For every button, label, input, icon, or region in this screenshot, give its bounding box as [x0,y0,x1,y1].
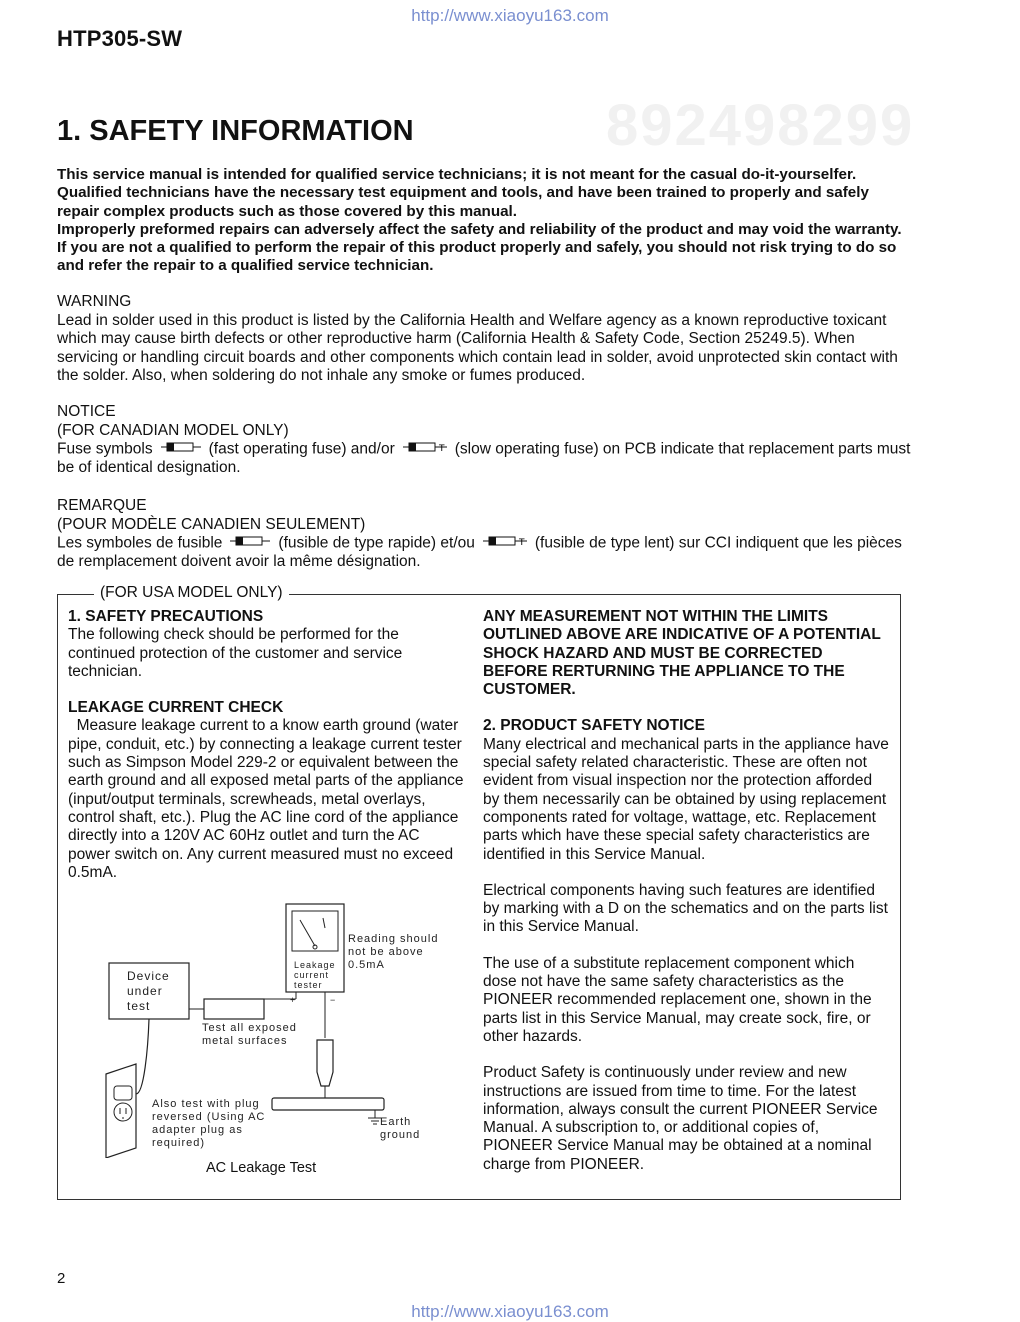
product-safety-heading: 2. PRODUCT SAFETY NOTICE [483,717,705,735]
fast-fuse-icon [161,440,201,459]
plug-reversed-label: Also test with plug reversed (Using AC adapter plug as required) [152,1098,266,1149]
slow-fuse-icon [483,534,527,553]
safety-precautions-body: The following check should be performed for the continued protection of the customer and service technician. [68,626,403,680]
product-safety-body-4: Product Safety is continuously under review and new instructions are issued from time to time. For the latest information, always consult the current PIONEER Service Manual. A subscription to, or additional copies of, PIONEER Service Manual may be obtained at a nominal charge from PIONEER. [483,1064,878,1173]
left-column [68,608,466,882]
remarque-body [57,534,917,572]
leakage-check-heading: LEAKAGE CURRENT CHECK [68,699,284,717]
remarque-sub: (POUR MODÈLE CANADIEN SEULEMENT) [57,515,366,533]
watermark-url-top: http://www.xiaoyu163.com [411,6,609,25]
page-title: 1. SAFETY INFORMATION [57,115,414,147]
product-safety-body-3: The use of a substitute replacement component which dose not have the same safety characteristics as the PIONEER recommended replacement one, shown in the parts list in this Service Manual, may create sock, fire, or other hazards. [483,954,872,1045]
remarque-heading: REMARQUE [57,497,147,514]
remarque-text-3: (fusible de type lent) sur CCI indiquent que les pièces de remplacement doivent avoir la même désignation. [57,534,902,571]
fast-fuse-icon [230,534,270,553]
intro-block [57,166,907,276]
notice-body [57,440,917,478]
leakage-check-body: Measure leakage current to a know earth ground (water pipe, conduit, etc.) by connecting a leakage current tester such as Simpson Model 229-2 or equivalent between the earth ground and all exposed metal parts of the appliance (input/output terminals, screwheads, metal overlays, control shaft, etc.). Plug the AC line cord of the appliance directly into a 120V AC 60Hz outlet and turn the AC power switch on. Any current measured must no exceed 0.5mA. [68,717,468,881]
svg-text:T: T [518,538,525,548]
remarque-section [57,497,917,572]
intro-paragraph-2: Improperly preformed repairs can adversely affect the safety and reliability of the product and may void the warranty. If you are not a qualified to perform the repair of this product properly and safely, you should not risk trying to do so and refer the repair to a qualified service technician. [57,220,902,275]
notice-text-3: (slow operating fuse) on PCB indicate that replacement parts must be of identical designation. [57,440,911,477]
usa-box-label: (FOR USA MODEL ONLY) [94,584,289,602]
ac-leakage-diagram [100,898,445,1158]
right-column [483,608,891,1174]
diagram-caption: AC Leakage Test [206,1160,317,1176]
warning-section [57,293,917,386]
product-safety-body-1: Many electrical and mechanical parts in the appliance have special safety related characteristic. These are often not evident from visual inspection nor the protection afforded by them necessarily can be obtained by using replacement components rated for voltage, wattage, etc. Replacement parts which have these special safety characteristics are identified in this Service Manual. [483,735,889,863]
warning-heading: WARNING [57,293,132,310]
device-under-test-label: Device under test [127,969,170,1013]
shock-hazard-warning: ANY MEASUREMENT NOT WITHIN THE LIMITS OUTLINED ABOVE ARE INDICATIVE OF A POTENTIAL SHOCK HAZARD AND MUST BE CORRECTED BEFORE RERTURNING THE APPLIANCE TO THE CUSTOMER. [483,608,881,699]
notice-text-2: (fast operating fuse) and/or [208,440,395,458]
notice-heading: NOTICE [57,403,116,420]
earth-ground-label: Earth ground [380,1116,421,1141]
notice-sub: (FOR CANADIAN MODEL ONLY) [57,421,289,439]
minus-terminal-label: − [330,995,337,1005]
svg-text:T: T [438,444,445,454]
notice-section [57,403,917,478]
watermark-url-bottom: http://www.xiaoyu163.com [411,1302,609,1321]
remarque-text-2: (fusible de type rapide) et/ou [278,534,475,552]
notice-text-1: Fuse symbols [57,440,153,458]
leakage-tester-label: Leakage current tester [294,960,336,990]
exposed-metal-label: Test all exposed metal surfaces [202,1022,297,1047]
remarque-text-1: Les symboles de fusible [57,534,223,552]
safety-precautions-heading: 1. SAFETY PRECAUTIONS [68,608,264,625]
product-safety-body-2: Electrical components having such features are identified by marking with a D on the schematics and on the parts list in this Service Manual. [483,881,888,936]
page-number: 2 [57,1270,66,1287]
intro-paragraph: This service manual is intended for qualified service technicians; it is not meant for the casual do-it-yourselfer. Qualified technicians have the necessary test equipment and tools, and have been trained to properly and safely repair complex products such as those covered by this manual. [57,166,869,220]
model-number: HTP305-SW [57,26,183,51]
warning-body: Lead in solder used in this product is listed by the California Health and Welfare agency as a known reproductive toxicant which may cause birth defects or other reproductive harm (California Health & Safety Code, Section 25249.5). When servicing or handling circuit boards and other components which contain lead in solder, avoid unprotected skin contact with the solder. Also, when soldering do not inhale any smoke or fumes produced. [57,311,898,385]
slow-fuse-icon [403,440,447,459]
reading-limit-label: Reading should not be above 0.5mA [348,933,439,971]
watermark-digits: 892498299 [606,93,915,158]
plus-terminal-label: + [290,995,297,1005]
